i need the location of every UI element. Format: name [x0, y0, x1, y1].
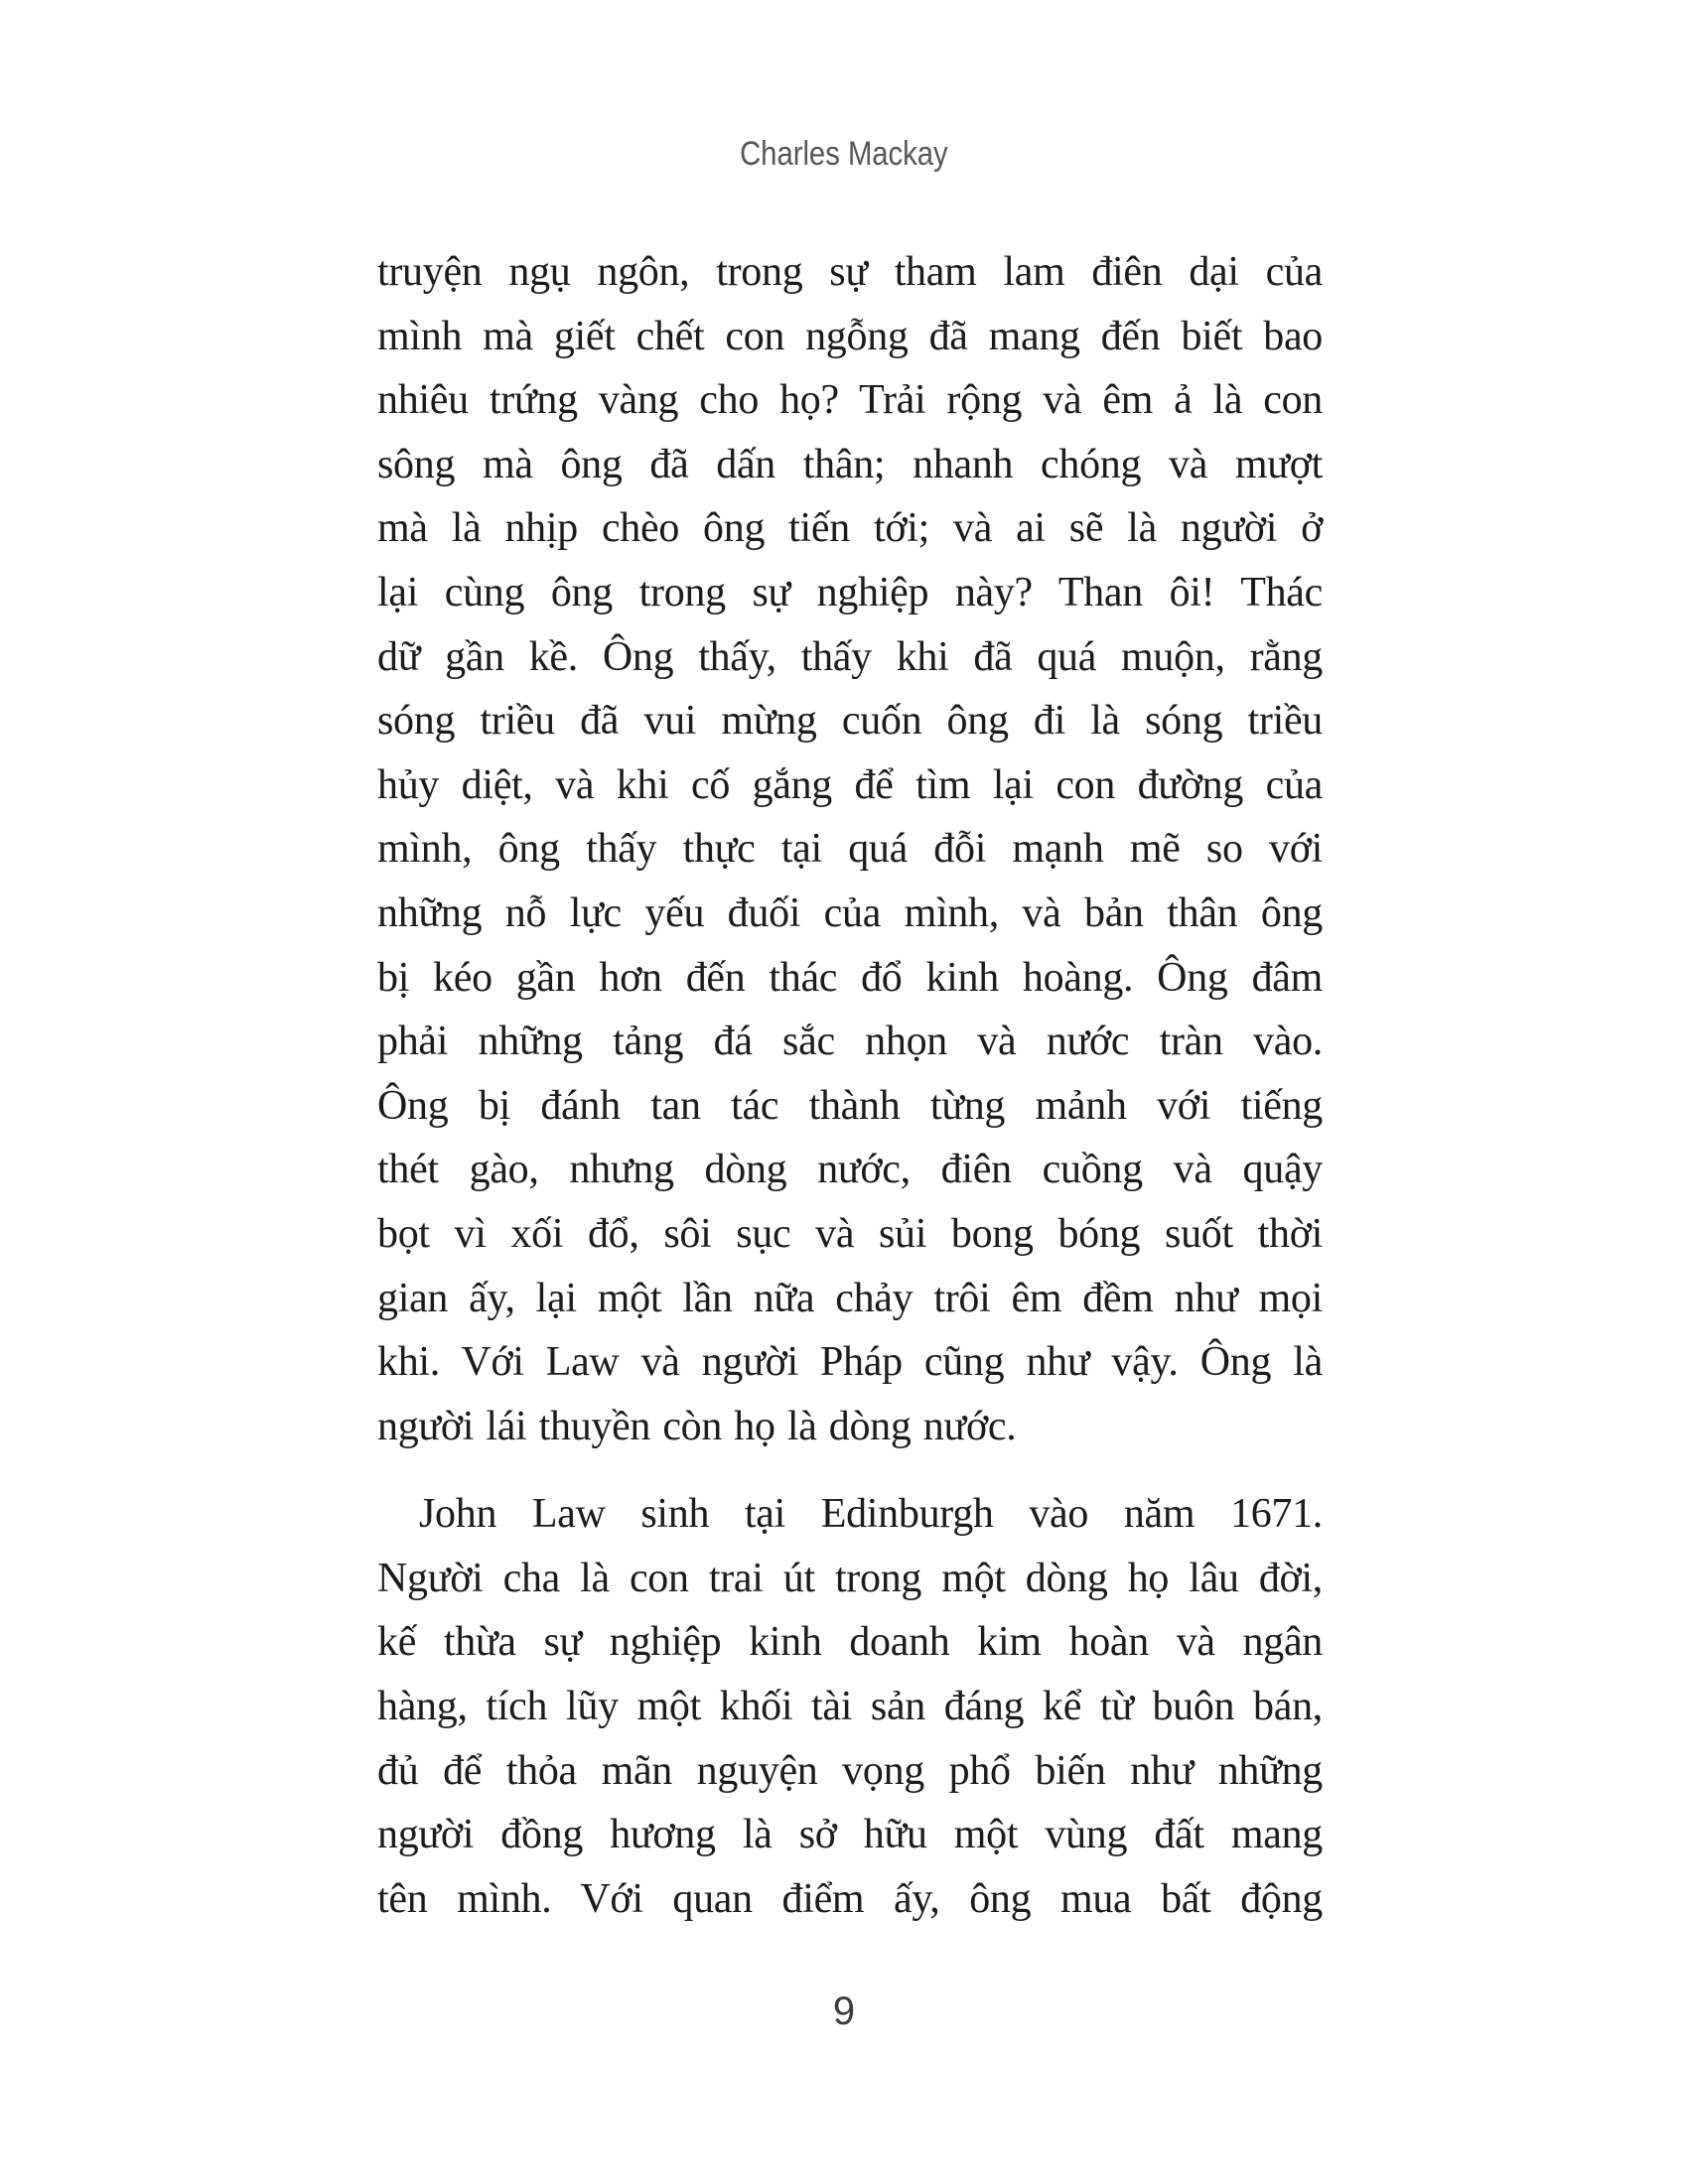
text-line: những nỗ lực yếu đuối của mình, và bản thân ông: [377, 889, 1323, 936]
text-line: truyện ngụ ngôn, trong sự tham lam điên dại của: [377, 249, 1323, 295]
paragraph-2: [377, 1482, 1323, 1931]
text-line: đủ để thỏa mãn nguyện vọng phổ biến như những: [377, 1747, 1323, 1794]
text-line: phải những tảng đá sắc nhọn và nước tràn vào.: [377, 1019, 1323, 1065]
text-line: mình mà giết chết con ngỗng đã mang đến biết bao: [377, 313, 1323, 359]
page-number: 9: [832, 1989, 856, 2033]
text-line: người đồng hương là sở hữu một vùng đất mang: [377, 1812, 1323, 1858]
text-line: hủy diệt, và khi cố gắng để tìm lại con đường của: [377, 761, 1323, 808]
text-line: hàng, tích lũy một khối tài sản đáng kể từ buôn bán,: [377, 1684, 1323, 1730]
paragraph-1: [377, 240, 1323, 1458]
text-line: nhiêu trứng vàng cho họ? Trải rộng và êm ả là con: [377, 377, 1323, 424]
text-line: sóng triều đã vui mừng cuốn ông đi là sóng triều: [377, 698, 1323, 745]
text-line: bị kéo gần hơn đến thác đổ kinh hoàng. Ông đâm: [377, 954, 1323, 1001]
text-block: [377, 240, 1323, 1931]
text-line: khi. Với Law và người Pháp cũng như vậy. Ông là: [377, 1339, 1323, 1386]
text-line: Người cha là con trai út trong một dòng họ lâu đời,: [377, 1555, 1323, 1601]
text-line: kế thừa sự nghiệp kinh doanh kim hoàn và ngân: [377, 1619, 1323, 1666]
text-line: tên mình. Với quan điểm ấy, ông mua bất động: [377, 1875, 1323, 1922]
text-line: gian ấy, lại một lần nữa chảy trôi êm đềm như mọi: [377, 1275, 1323, 1321]
text-line: mình, ông thấy thực tại quá đỗi mạnh mẽ so với: [377, 826, 1323, 873]
text-line: thét gào, nhưng dòng nước, điên cuồng và quậy: [377, 1147, 1323, 1193]
text-line: mà là nhịp chèo ông tiến tới; và ai sẽ là người ở: [377, 505, 1323, 552]
text-line: John Law sinh tại Edinburgh vào năm 1671.: [419, 1491, 1323, 1538]
text-line: dữ gần kề. Ông thấy, thấy khi đã quá muộn, rằng: [377, 633, 1323, 680]
text-line: lại cùng ông trong sự nghiệp này? Than ôi! Thác: [377, 569, 1323, 615]
running-header: [0, 135, 1688, 174]
text-line: sông mà ông đã dấn thân; nhanh chóng và mượt: [377, 441, 1323, 487]
text-line: Ông bị đánh tan tác thành từng mảnh với tiếng: [377, 1082, 1323, 1129]
text-line: bọt vì xối đổ, sôi sục và sủi bong bóng suốt thời: [377, 1210, 1323, 1257]
text-line: người lái thuyền còn họ là dòng nước.: [377, 1403, 1017, 1449]
running-header-author: Charles Mackay: [740, 135, 948, 173]
